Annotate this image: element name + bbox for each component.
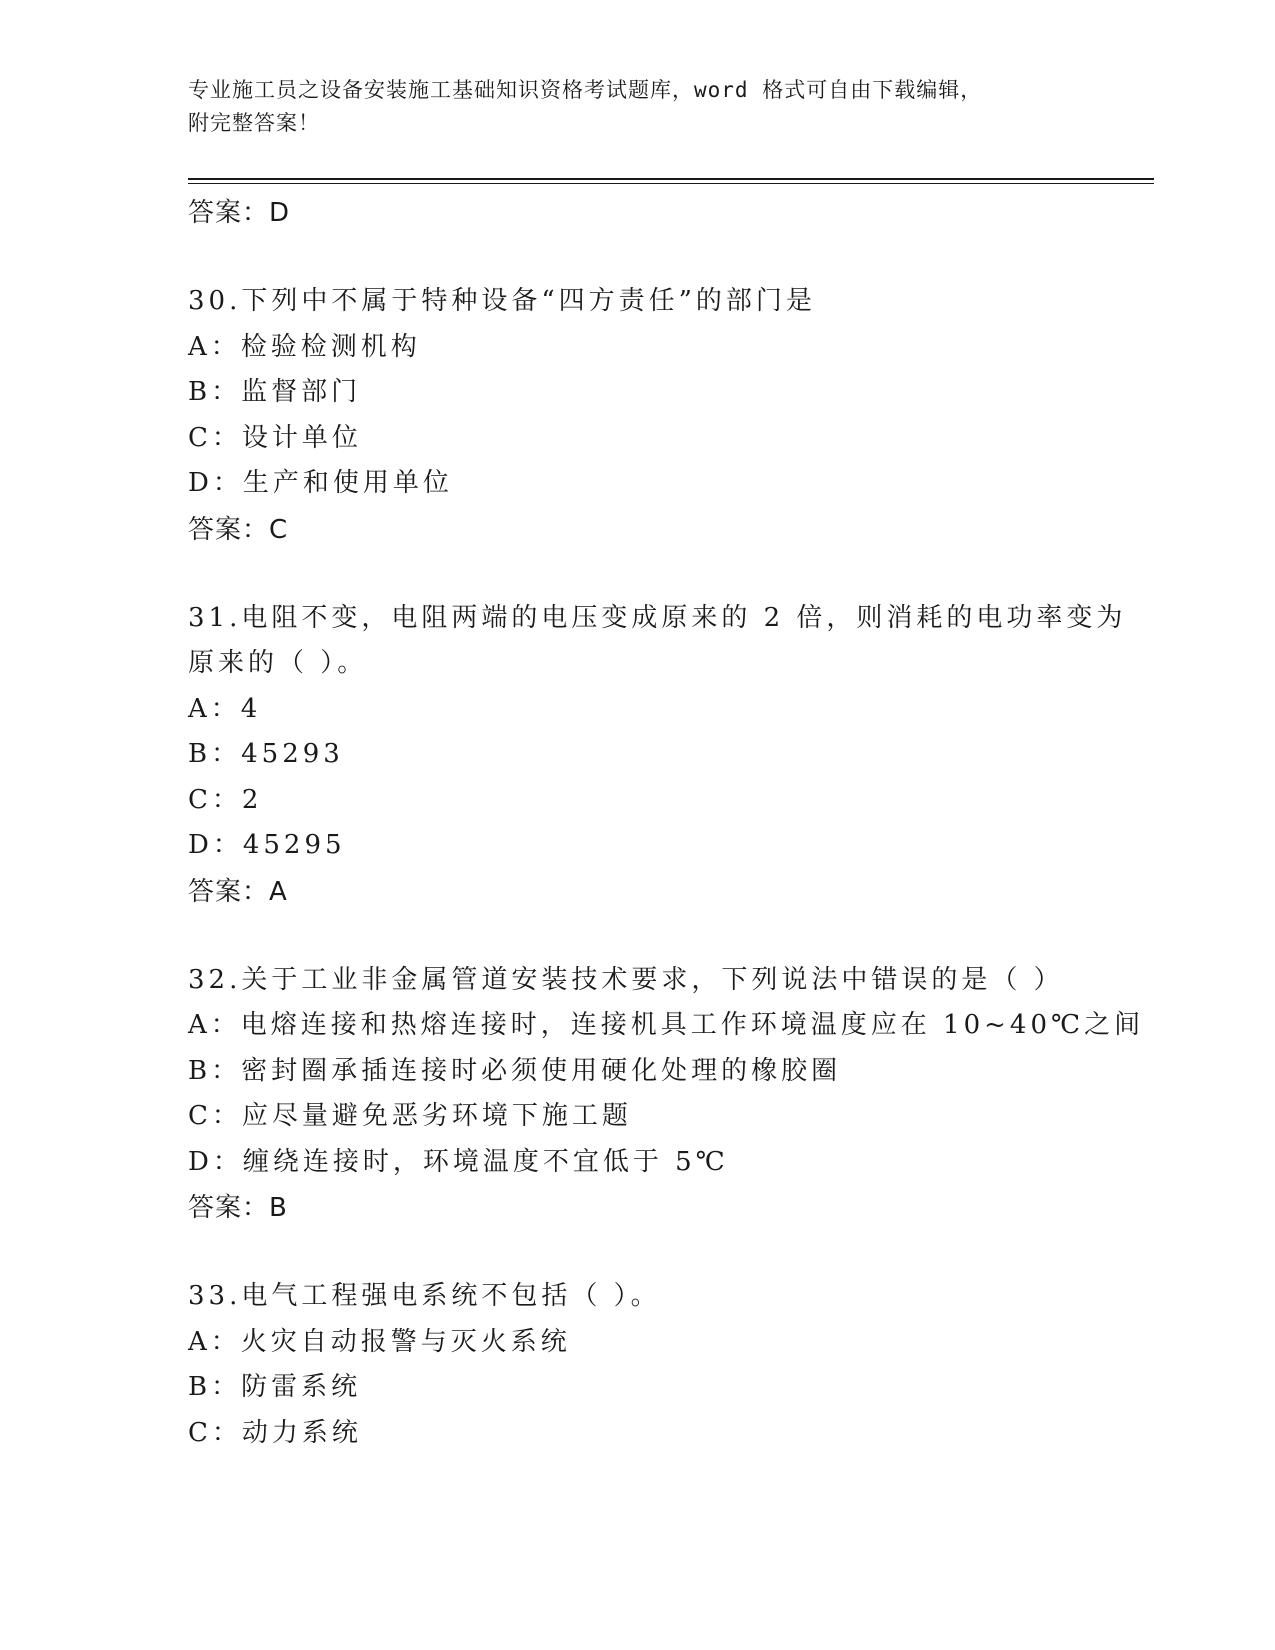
block-spacer — [188, 553, 1088, 596]
question-list — [188, 190, 1145, 1456]
option-line: D：缠绕连接时，环境温度不宜低于 5℃ — [188, 1146, 729, 1177]
option-line: D：生产和使用单位 — [188, 468, 453, 498]
question-text: 31.电阻不变，电阻两端的电压变成原来的 2 倍，则消耗的电功率变为 — [188, 602, 1127, 633]
header-divider-thin — [188, 183, 1154, 184]
answer-line: 答案：C — [188, 514, 289, 545]
answer-line: 答案：A — [188, 876, 288, 907]
question-text: 32.关于工业非金属管道安装技术要求，下列说法中错误的是（ ） — [188, 964, 1064, 995]
option-line: B：45293 — [188, 739, 344, 769]
block-spacer — [188, 1231, 1088, 1274]
option-line: C：动力系统 — [188, 1417, 362, 1448]
option-line: A：检验检测机构 — [188, 331, 421, 362]
question-text: 33.电气工程强电系统不包括（ ）。 — [188, 1281, 661, 1311]
block-spacer — [188, 236, 1088, 279]
option-line: A：4 — [188, 693, 262, 724]
header-line-1: 专业施工员之设备安装施工基础知识资格考试题库，word 格式可自由下载编辑， — [188, 78, 983, 102]
option-line: D：45295 — [188, 830, 346, 860]
option-line: C：2 — [188, 784, 263, 815]
option-line: C：设计单位 — [188, 422, 362, 453]
option-line: B：密封圈承插连接时必须使用硬化处理的橡胶圈 — [188, 1055, 842, 1086]
question-text-continued: 原来的（ ）。 — [188, 648, 368, 678]
option-line: A：电熔连接和热熔连接时，连接机具工作环境温度应在 10~40℃之间 — [188, 1010, 1145, 1040]
option-line: A：火灾自动报警与灭火系统 — [188, 1326, 571, 1357]
question-text: 30.下列中不属于特种设备“四方责任”的部门是 — [188, 286, 816, 316]
option-line: C：应尽量避免恶劣环境下施工题 — [188, 1101, 632, 1131]
header-divider-thick — [188, 178, 1154, 180]
header-line-2: 附完整答案！ — [188, 111, 320, 135]
option-line: B：监督部门 — [188, 377, 362, 407]
answer-line: 答案：B — [188, 1193, 288, 1223]
answer-line: 答案：D — [188, 198, 291, 228]
option-line: B：防雷系统 — [188, 1372, 362, 1402]
block-spacer — [188, 915, 1088, 958]
document-header — [188, 74, 1068, 140]
